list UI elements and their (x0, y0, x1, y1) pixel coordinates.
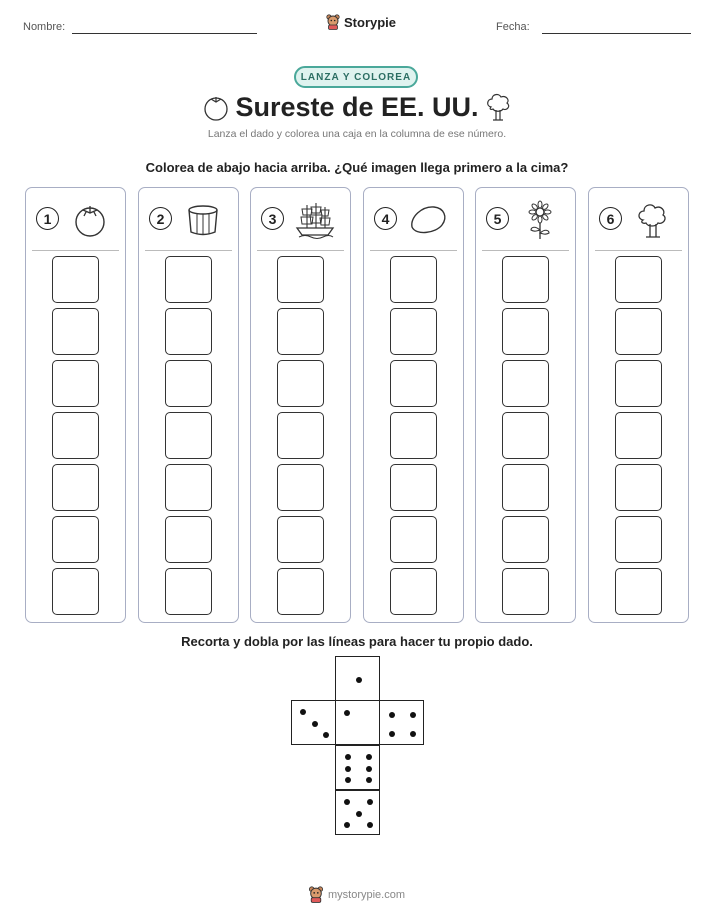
die-face-5[interactable] (335, 790, 380, 835)
color-box[interactable] (52, 256, 99, 303)
color-box[interactable] (615, 516, 662, 563)
die-face-3[interactable] (291, 700, 336, 745)
die-face-1[interactable] (335, 656, 380, 701)
color-box[interactable] (502, 412, 549, 459)
tree-icon (483, 91, 513, 123)
color-box[interactable] (615, 464, 662, 511)
die-instruction: Recorta y dobla por las líneas para hacer tu propio dado. (181, 634, 533, 649)
date-line[interactable] (542, 33, 691, 34)
page-title: Sureste de EE. UU. (235, 92, 479, 122)
die-face-4[interactable] (379, 700, 424, 745)
color-box[interactable] (502, 516, 549, 563)
color-box[interactable] (277, 256, 324, 303)
color-box[interactable] (277, 360, 324, 407)
color-box[interactable] (390, 308, 437, 355)
color-box[interactable] (277, 464, 324, 511)
footer-url[interactable]: mystorypie.com (328, 888, 406, 901)
column-number: 2 (149, 207, 172, 230)
color-box[interactable] (615, 256, 662, 303)
die-face-6[interactable] (335, 745, 380, 790)
tree-icon (633, 200, 673, 240)
column-header (589, 188, 688, 252)
column-4 (363, 187, 464, 623)
color-box[interactable] (277, 568, 324, 615)
color-box[interactable] (390, 516, 437, 563)
color-box[interactable] (52, 568, 99, 615)
color-box[interactable] (52, 308, 99, 355)
color-box[interactable] (390, 464, 437, 511)
color-box[interactable] (165, 412, 212, 459)
column-header (476, 188, 575, 252)
storypie-logo (326, 14, 396, 30)
color-box[interactable] (52, 516, 99, 563)
color-box[interactable] (277, 412, 324, 459)
color-box[interactable] (52, 412, 99, 459)
color-box[interactable] (165, 568, 212, 615)
color-box[interactable] (277, 516, 324, 563)
column-1 (25, 187, 126, 623)
color-box[interactable] (615, 568, 662, 615)
column-number: 4 (374, 207, 397, 230)
color-box[interactable] (165, 256, 212, 303)
color-box[interactable] (502, 360, 549, 407)
footer (308, 886, 405, 903)
activity-badge: LANZA Y COLOREA (294, 66, 418, 88)
column-number: 1 (36, 207, 59, 230)
sunflower-icon (520, 200, 560, 240)
color-box[interactable] (165, 308, 212, 355)
die-face-1[interactable] (335, 700, 380, 745)
color-box[interactable] (502, 464, 549, 511)
column-3 (250, 187, 351, 623)
color-box[interactable] (52, 360, 99, 407)
column-6 (588, 187, 689, 623)
color-box[interactable] (390, 412, 437, 459)
name-line[interactable] (72, 33, 257, 34)
color-box[interactable] (165, 464, 212, 511)
column-header (139, 188, 238, 252)
color-box[interactable] (615, 360, 662, 407)
color-box[interactable] (502, 308, 549, 355)
color-box[interactable] (615, 308, 662, 355)
column-header (251, 188, 350, 252)
page-subtitle: Lanza el dado y colorea una caja en la columna de ese número. (207, 128, 507, 140)
column-2 (138, 187, 239, 623)
date-label: Fecha: (496, 21, 530, 33)
sailing-ship-icon (295, 200, 335, 240)
color-box[interactable] (502, 256, 549, 303)
color-box[interactable] (165, 516, 212, 563)
column-5 (475, 187, 576, 623)
column-number: 5 (486, 207, 509, 230)
color-box[interactable] (277, 308, 324, 355)
column-number: 3 (261, 207, 284, 230)
pecan-icon (408, 200, 448, 240)
color-box[interactable] (390, 256, 437, 303)
column-header (364, 188, 463, 252)
barrel-icon (183, 200, 223, 240)
tomato-icon (70, 200, 110, 240)
color-box[interactable] (52, 464, 99, 511)
color-box[interactable] (502, 568, 549, 615)
brand-name: Storypie (344, 14, 397, 30)
bear-icon (308, 886, 324, 903)
color-box[interactable] (165, 360, 212, 407)
column-header (26, 188, 125, 252)
name-label: Nombre: (23, 21, 66, 33)
color-box[interactable] (390, 568, 437, 615)
bear-icon (326, 14, 340, 30)
color-box[interactable] (615, 412, 662, 459)
coloring-instruction: Colorea de abajo hacia arriba. ¿Qué imagen llega primero a la cima? (145, 160, 569, 175)
column-number: 6 (599, 207, 622, 230)
color-box[interactable] (390, 360, 437, 407)
